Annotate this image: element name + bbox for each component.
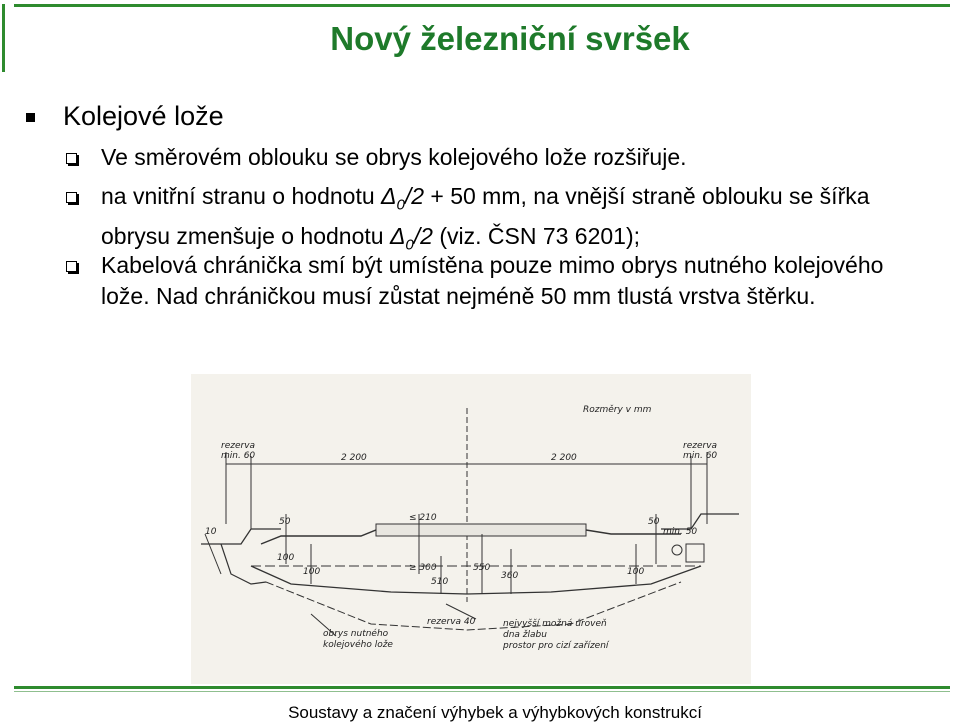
dim-10: 10: [205, 527, 217, 537]
left-slope: [205, 534, 221, 574]
sub-bullet-icon: [66, 192, 77, 203]
top-frame-line: [14, 4, 950, 7]
obrys-label-1: obrys nutného: [323, 629, 389, 639]
dim-300: ≥ 300: [409, 563, 437, 573]
delta-subscript: 0: [405, 236, 414, 254]
width-right-label: 2 200: [551, 453, 577, 463]
footer-line-thin: [14, 691, 950, 692]
slope-reserve-label: rezerva 40: [427, 617, 476, 627]
dim-550: 550: [473, 563, 491, 573]
sub-item-3: Kabelová chránička smí být umístěna pouze mimo obrys nutného kolejového lože. Nad chráničkou musí zůstat nejméně 50 mm tlustá vrstva štěrku.: [101, 252, 884, 309]
dim-210: ≤ 210: [409, 513, 437, 523]
obrys-label-2: kolejového lože: [323, 640, 393, 650]
reserve-right-min: min. 60: [683, 451, 718, 461]
fraction-text: /2: [413, 222, 433, 249]
cable-protector: [672, 545, 682, 555]
reserve-left-label: rezerva: [221, 441, 256, 451]
width-left-label: 2 200: [341, 453, 367, 463]
dim-50-left: 50: [279, 517, 291, 527]
delta-symbol: Δ: [381, 183, 397, 209]
level-label-2: dna žlabu: [503, 630, 547, 640]
units-label: Rozměry v mm: [583, 405, 652, 415]
sub-bullet-icon: [66, 261, 77, 272]
footer-line: [14, 686, 950, 689]
sub-item-2-text-a: na vnitřní stranu o hodnotu: [101, 183, 382, 209]
dim-510: 510: [431, 577, 449, 587]
delta-symbol: Δ: [389, 222, 406, 249]
dim-100-left-a: 100: [277, 553, 295, 563]
sub-bullet-icon: [66, 153, 77, 164]
dim-100-right: 100: [627, 567, 645, 577]
main-bullet-icon: [26, 113, 35, 122]
dim-360: 360: [501, 571, 519, 581]
main-item-heading: Kolejové lože: [63, 101, 224, 131]
left-ditch: [221, 544, 266, 584]
sub-item-2-text-b: + 50 mm, na vnější straně oblouku se šířka obrysu zmenšuje o hodnotu: [101, 183, 870, 249]
level-label-3: prostor pro cizí zařízení: [503, 641, 609, 651]
cross-section-svg: [191, 374, 751, 684]
dim-50-right: 50: [648, 517, 660, 527]
reserve-left-min: min. 60: [221, 451, 256, 461]
level-label-1: nejvyšší možná úroveň: [503, 619, 607, 629]
sub-item-1: Ve směrovém oblouku se obrys kolejového lože rozšiřuje.: [101, 144, 687, 170]
dim-min-50: min. 50: [663, 527, 698, 537]
fraction-text: /2: [404, 183, 424, 209]
track-bed-cross-section-drawing: [191, 374, 751, 684]
slide-title: Nový železniční svršek: [330, 20, 690, 57]
sleeper: [376, 524, 586, 536]
sub-item-2-text-c: (viz. ČSN 73 6201);: [432, 222, 641, 249]
dim-100-left-b: 100: [303, 567, 321, 577]
sub-item-2: [101, 181, 931, 260]
cable-trough: [686, 544, 704, 562]
reserve-right-label: rezerva: [683, 441, 718, 451]
footer-text: Soustavy a značení výhybek a výhybkových konstrukcí: [288, 703, 702, 722]
delta-subscript: 0: [396, 196, 405, 214]
